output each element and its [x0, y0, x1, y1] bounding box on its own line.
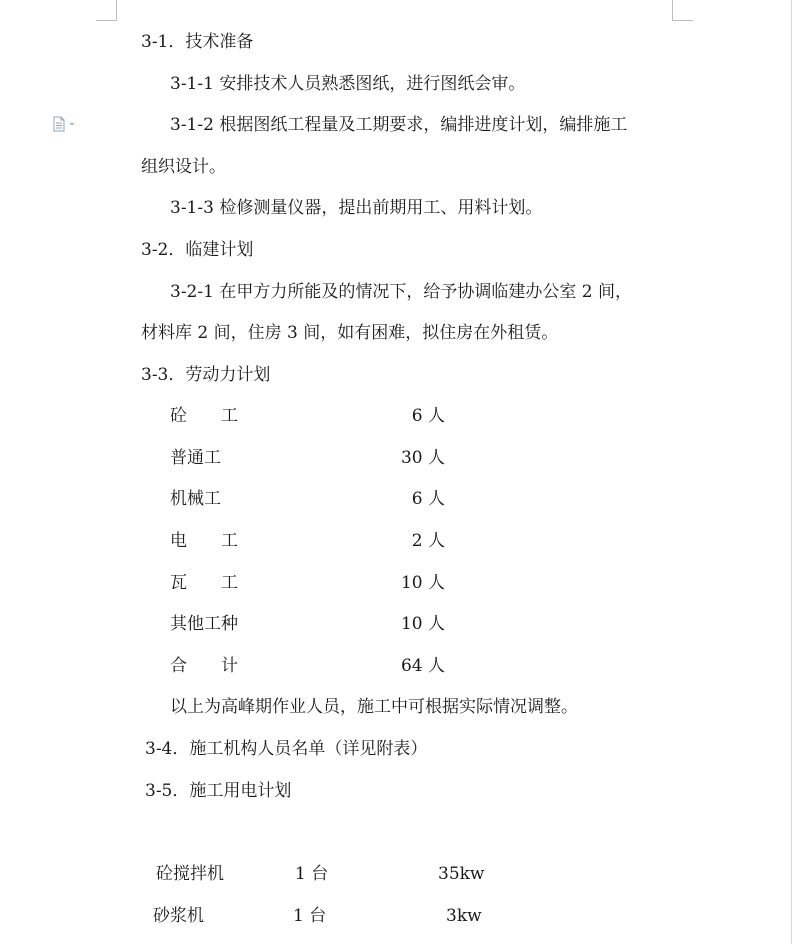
equipment-power: 3kw	[446, 906, 482, 926]
paragraph-3-1-1: 3-1-1 安排技术人员熟悉图纸，进行图纸会审。	[170, 74, 526, 94]
labor-count: 6 人	[411, 406, 445, 426]
labor-count: 30 人	[400, 448, 445, 468]
paragraph-3-2-1-line2: 材料库 2 间，住房 3 间，如有困难，拟住房在外租赁。	[141, 323, 559, 343]
paragraph-3-1-2-line1: 3-1-2 根据图纸工程量及工期要求，编排进度计划，编排施工	[170, 115, 628, 135]
margin-corner-top-right	[672, 0, 693, 21]
equipment-power: 35kw	[438, 864, 485, 884]
labor-count: 2 人	[411, 531, 445, 551]
paragraph-3-1-3: 3-1-3 检修测量仪器，提出前期用工、用料计划。	[170, 198, 543, 218]
labor-trade: 机械工	[170, 489, 221, 509]
labor-trade: 瓦 工	[170, 573, 238, 593]
labor-trade: 合 计	[170, 656, 238, 676]
labor-count: 64 人	[400, 656, 445, 676]
section-heading-3-2: 3-2．临建计划	[141, 240, 254, 260]
equipment-qty: 1 台	[293, 906, 327, 926]
paragraph-3-1-2-line2: 组织设计。	[141, 157, 226, 177]
equipment-name: 砂浆机	[153, 906, 204, 926]
equipment-qty: 1 台	[295, 864, 329, 884]
document-icon[interactable]	[52, 116, 78, 132]
chevron-down-icon	[70, 123, 74, 126]
page-edge	[791, 0, 792, 944]
labor-trade: 电 工	[170, 531, 238, 551]
labor-count: 10 人	[400, 573, 445, 593]
labor-count: 10 人	[400, 614, 445, 634]
paragraph-3-2-1-line1: 3-2-1 在甲方力所能及的情况下，给予协调临建办公室 2 间，	[170, 282, 632, 302]
labor-trade: 普通工	[170, 448, 221, 468]
labor-trade: 其他工种	[170, 614, 238, 634]
equipment-name: 砼搅拌机	[156, 864, 224, 884]
labor-note: 以上为高峰期作业人员，施工中可根据实际情况调整。	[170, 697, 578, 717]
section-heading-3-4: 3-4．施工机构人员名单（详见附表）	[145, 739, 428, 759]
labor-trade: 砼 工	[170, 406, 238, 426]
section-heading-3-1: 3-1．技术准备	[141, 32, 254, 52]
labor-count: 6 人	[411, 489, 445, 509]
margin-corner-top-left	[96, 0, 117, 21]
section-heading-3-3: 3-3．劳动力计划	[141, 365, 271, 385]
section-heading-3-5: 3-5．施工用电计划	[145, 781, 292, 801]
